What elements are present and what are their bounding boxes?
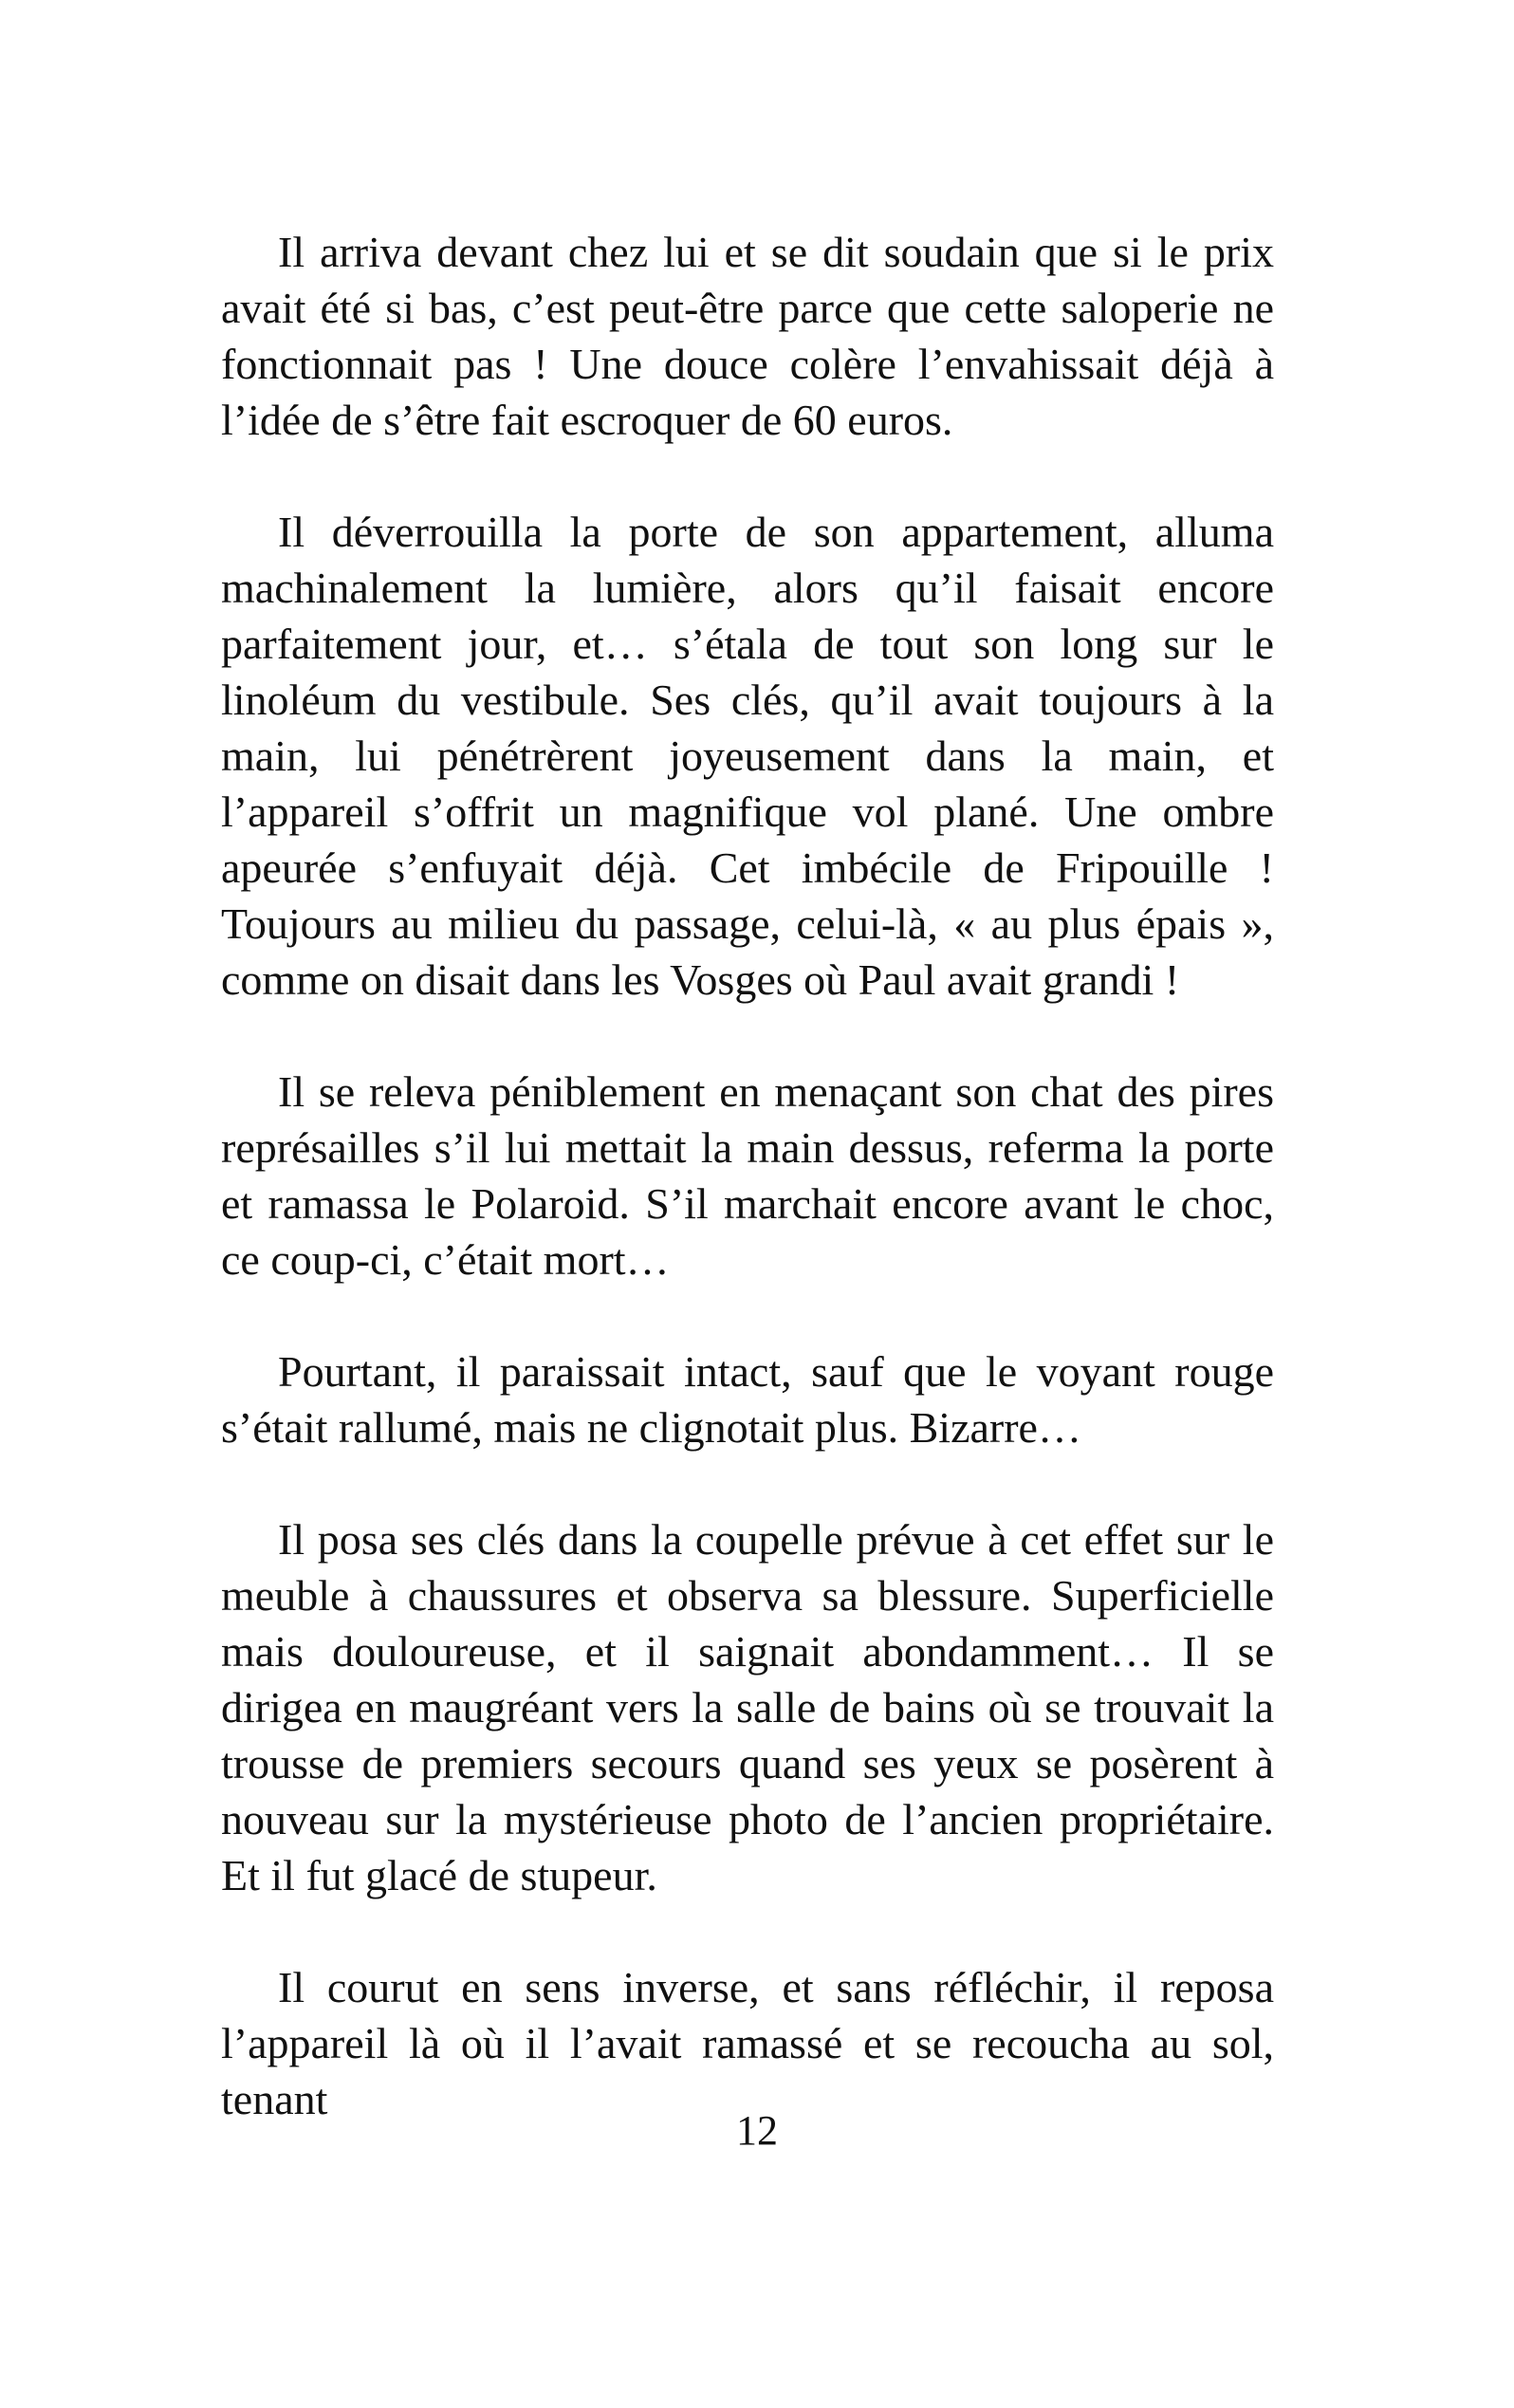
paragraph-1: Il arriva devant chez lui et se dit soudain que si le prix avait été si bas, c’est peut-être parce que cette saloperie ne fonctionnait pas ! Une douce colère l’envahissait déjà à l’idée de s’être fait escroquer de 60 euros.	[221, 228, 1274, 444]
body-text	[221, 224, 1274, 2127]
page-number: 12	[736, 2107, 778, 2154]
paragraph-6: Il courut en sens inverse, et sans réfléchir, il reposa l’appareil là où il l’avait ramassé et se recoucha au sol, tenant	[221, 1963, 1274, 2123]
paragraph-5: Il posa ses clés dans la coupelle prévue à cet effet sur le meuble à chaussures et observa sa blessure. Superficielle mais douloureuse, et il saignait abondamment… Il se dirigea en maugréant vers la salle de bains où se trouvait la trousse de premiers secours quand ses yeux se posèrent à nouveau sur la mystérieuse photo de l’ancien propriétaire. Et il fut glacé de stupeur.	[221, 1515, 1274, 1899]
paragraph-2: Il déverrouilla la porte de son appartement, alluma machinalement la lumière, alors qu’il faisait encore parfaitement jour, et… s’étala de tout son long sur le linoléum du vestibule. Ses clés, qu’il avait toujours à la main, lui pénétrèrent joyeusement dans la main, et l’appareil s’offrit un magnifique vol plané. Une ombre apeurée s’enfuyait déjà. Cet imbécile de Fripouille ! Toujours au milieu du passage, celui-là, « au plus épais », comme on disait dans les Vosges où Paul avait grandi !	[221, 508, 1274, 1004]
paragraph-4: Pourtant, il paraissait intact, sauf que le voyant rouge s’était rallumé, mais ne clignotait plus. Bizarre…	[221, 1347, 1274, 1452]
paragraph-3: Il se releva péniblement en menaçant son chat des pires représailles s’il lui mettait la main dessus, referma la porte et ramassa le Polaroid. S’il marchait encore avant le choc, ce coup-ci, c’était mort…	[221, 1067, 1274, 1284]
